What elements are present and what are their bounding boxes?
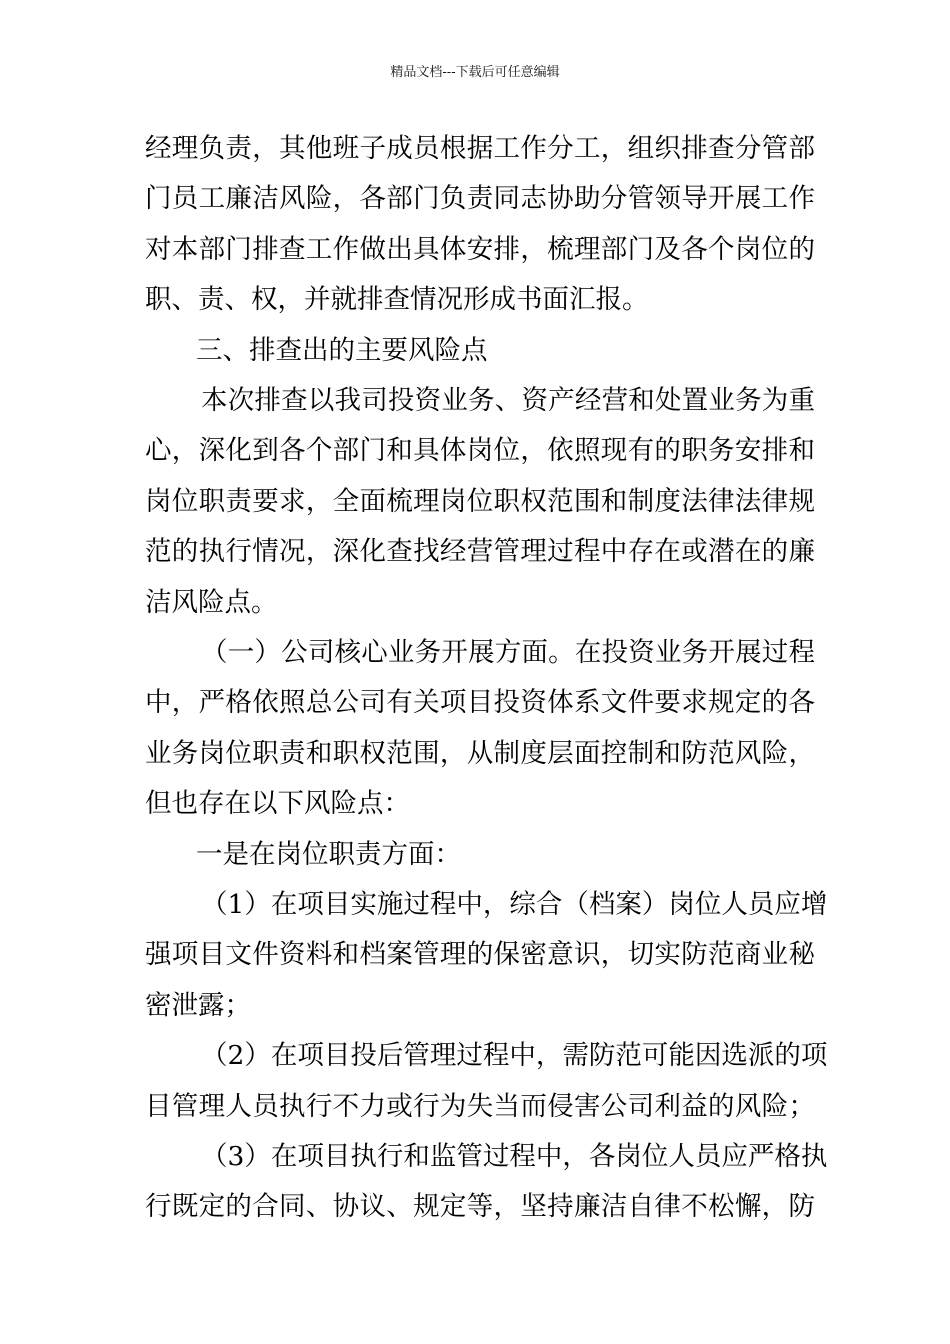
text-line: （3）在项目执行和监管过程中，各岗位人员应严格执: [201, 1141, 828, 1172]
text-line: （一）公司核心业务开展方面。在投资业务开展过程: [201, 637, 815, 668]
text-line: 行既定的合同、协议、规定等，坚持廉洁自律不松懈，防: [145, 1191, 815, 1222]
text-line: 强项目文件资料和档案管理的保密意识，切实防范商业秘: [145, 939, 815, 970]
text-line: 心，深化到各个部门和具体岗位，依照现有的职务安排和: [145, 435, 815, 466]
text-line: 门员工廉洁风险，各部门负责同志协助分管领导开展工作: [145, 183, 815, 214]
text-line: 对本部门排查工作做出具体安排，梳理部门及各个岗位的: [145, 234, 815, 265]
text-line: （2）在项目投后管理过程中，需防范可能因选派的项: [201, 1040, 828, 1071]
text-line: 职、责、权，并就排查情况形成书面汇报。: [145, 284, 649, 315]
text-line: 目管理人员执行不力或行为失当而侵害公司利益的风险；: [145, 1091, 815, 1122]
text-line: 业务岗位职责和职权范围，从制度层面控制和防范风险，: [145, 738, 815, 769]
text-line: （1）在项目实施过程中，综合（档案）岗位人员应增: [201, 889, 828, 920]
section-heading: 三、排查出的主要风险点: [196, 335, 488, 366]
text-line: 中，严格依照总公司有关项目投资体系文件要求规定的各: [145, 687, 815, 718]
text-line: 但也存在以下风险点：: [145, 788, 410, 819]
page-header: 精品文档---下载后可任意编辑: [390, 65, 560, 80]
text-line: 一是在岗位职责方面：: [196, 839, 461, 870]
text-line: 密泄露；: [145, 990, 251, 1021]
text-line: 经理负责，其他班子成员根据工作分工，组织排查分管部: [145, 133, 815, 164]
text-line: 洁风险点。: [145, 587, 278, 618]
text-line: 岗位职责要求，全面梳理岗位职权范围和制度法律法律规: [145, 486, 815, 517]
text-line: 本次排查以我司投资业务、资产经营和处置业务为重: [201, 385, 815, 416]
text-line: 范的执行情况，深化查找经营管理过程中存在或潜在的廉: [145, 536, 815, 567]
